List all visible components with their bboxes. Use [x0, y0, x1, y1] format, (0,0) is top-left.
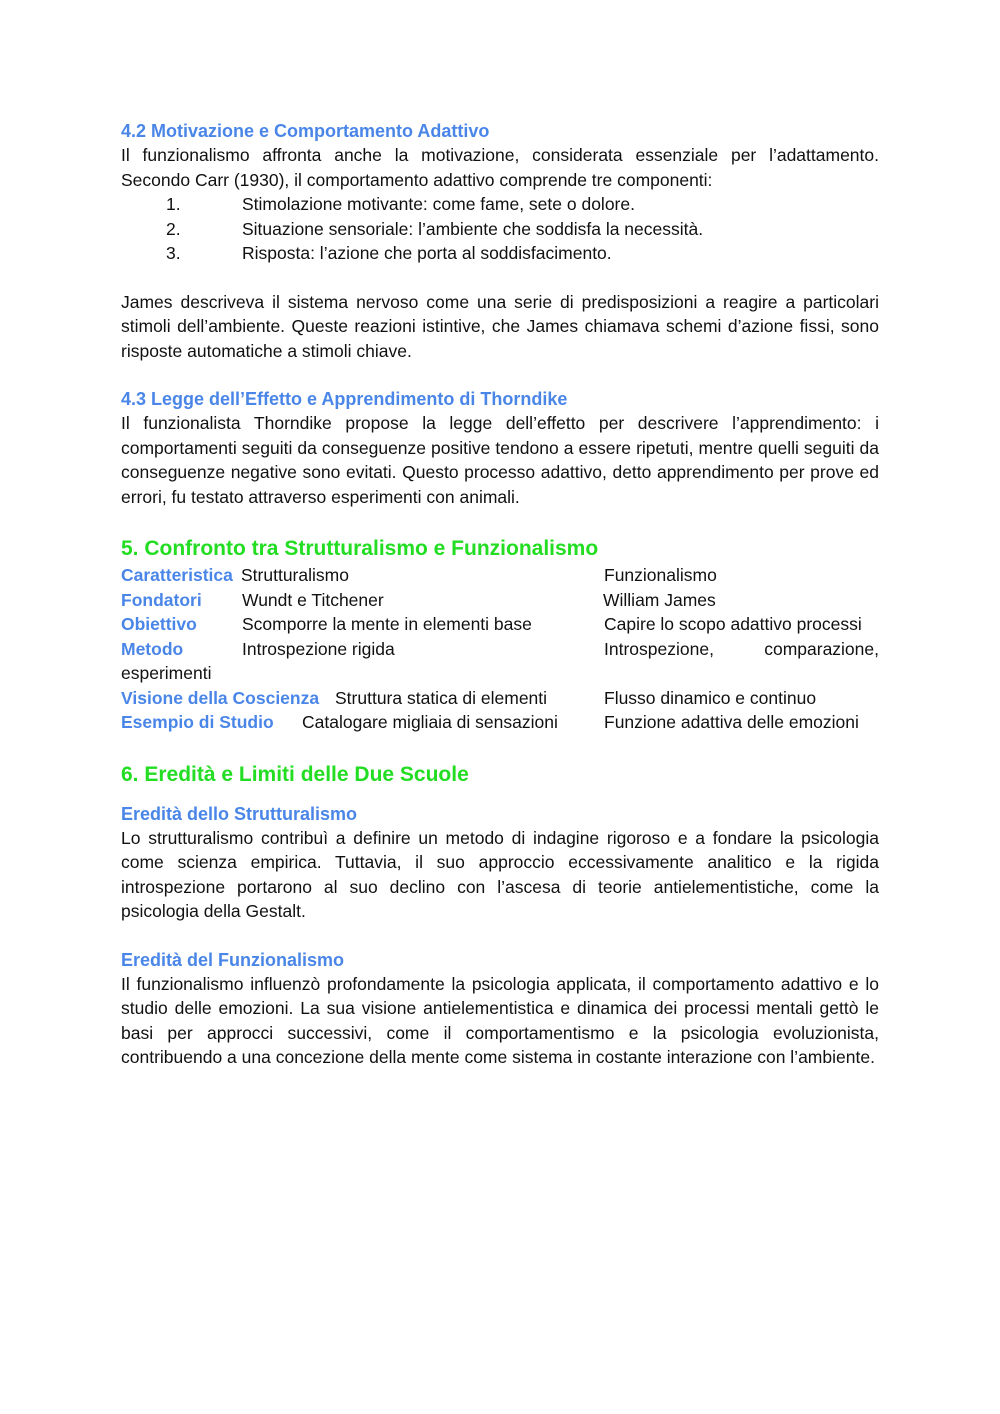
list-number: 3. [166, 243, 181, 263]
adaptive-behavior-list [121, 192, 879, 266]
row-label: Esempio di Studio [121, 712, 274, 732]
row-label: Visione della Coscienza [121, 687, 320, 708]
structuralism-legacy-heading: Eredità dello Strutturalismo [121, 803, 358, 824]
row-functionalism: William James [603, 589, 716, 610]
section-4-2-paragraph: Il funzionalismo affronta anche la motivazione, considerata essenziale per l’adattamento. Secondo Carr (1930), il comportamento adattivo comprende tre componenti: [121, 145, 879, 190]
row-structuralism: Catalogare migliaia di sensazioni [302, 712, 558, 732]
table-header-functionalism: Funzionalismo [604, 565, 717, 585]
table-header-structuralism: Strutturalismo [241, 565, 349, 585]
section-4-3-heading: 4.3 Legge dell’Effetto e Apprendimento di Thorndike [121, 389, 568, 409]
row-structuralism: Struttura statica di elementi [335, 687, 548, 708]
list-number: 1. [166, 194, 181, 214]
row-label: Fondatori [121, 589, 202, 610]
list-text: Risposta: l’azione che porta al soddisfacimento. [242, 243, 612, 263]
list-text: Stimolazione motivante: come fame, sete o dolore. [242, 194, 635, 214]
table-header-label: Caratteristica [121, 565, 233, 585]
row-structuralism: Wundt e Titchener [242, 589, 384, 610]
row-functionalism: Funzione adattiva delle emozioni [604, 712, 859, 732]
functionalism-legacy-heading: Eredità del Funzionalismo [121, 949, 345, 970]
section-5-heading: 5. Confronto tra Strutturalismo e Funzionalismo [121, 537, 599, 560]
section-6-heading: 6. Eredità e Limiti delle Due Scuole [121, 762, 469, 786]
table-row [121, 637, 879, 662]
structuralism-legacy-paragraph: Lo strutturalismo contribuì a definire un metodo di indagine rigoroso e a fondare la psicologia come scienza empirica. Tuttavia, il suo approccio eccessivamente analitico e la rigida introspezione portarono al suo declino con l’ascesa di teorie antielementistiche, come la psicologia della Gestalt. [121, 827, 879, 921]
row-functionalism: Flusso dinamico e continuo [604, 687, 817, 708]
james-paragraph: James descriveva il sistema nervoso come una serie di predisposizioni a reagire a particolari stimoli dell’ambiente. Queste reazioni istintive, che James chiamava schemi d’azione fissi, sono risposte automatiche a stimoli chiave. [121, 291, 879, 361]
table-row [121, 612, 879, 637]
list-text: Situazione sensoriale: l’ambiente che soddisfa la necessità. [242, 218, 704, 239]
table-row [121, 686, 879, 711]
table-row [121, 710, 879, 735]
page-content [121, 119, 879, 1070]
list-item [121, 217, 879, 242]
functionalism-legacy-paragraph: Il funzionalismo influenzò profondamente la psicologia applicata, il comportamento adattivo e lo studio delle emozioni. La sua visione antielementistica e dinamica dei processi mentali gettò le basi per approcci successivi, come il comportamentismo e la psicologia evoluzionista, contribuendo a una concezione della mente come sistema in costante interazione con l’ambiente. [121, 973, 879, 1067]
section-4-2-heading: 4.2 Motivazione e Comportamento Adattivo [121, 121, 490, 141]
table-header-row [121, 563, 879, 588]
row-functionalism: Introspezione, comparazione, [604, 638, 879, 659]
list-item [121, 192, 879, 217]
list-number: 2. [166, 218, 181, 239]
row-structuralism: Scomporre la mente in elementi base [242, 614, 532, 634]
row-label: Obiettivo [121, 614, 197, 634]
comparison-table [121, 563, 879, 735]
row-functionalism: Capire lo scopo adattivo processi [604, 614, 862, 634]
table-row [121, 588, 879, 613]
row-structuralism: Introspezione rigida [242, 638, 395, 659]
section-4-3-paragraph: Il funzionalista Thorndike propose la legge dell’effetto per descrivere l’apprendimento: i comportamenti seguiti da conseguenze positive tendono a essere ripetuti, mentre quelli seguiti da conseguenze negative sono evitati. Questo processo adattivo, detto apprendimento per prove ed errori, fu testato attraverso esperimenti con animali. [121, 413, 879, 507]
list-item [121, 241, 879, 266]
table-row-wrap [121, 661, 879, 686]
row-label: Metodo [121, 638, 184, 659]
row-wrap-text: esperimenti [121, 663, 212, 683]
